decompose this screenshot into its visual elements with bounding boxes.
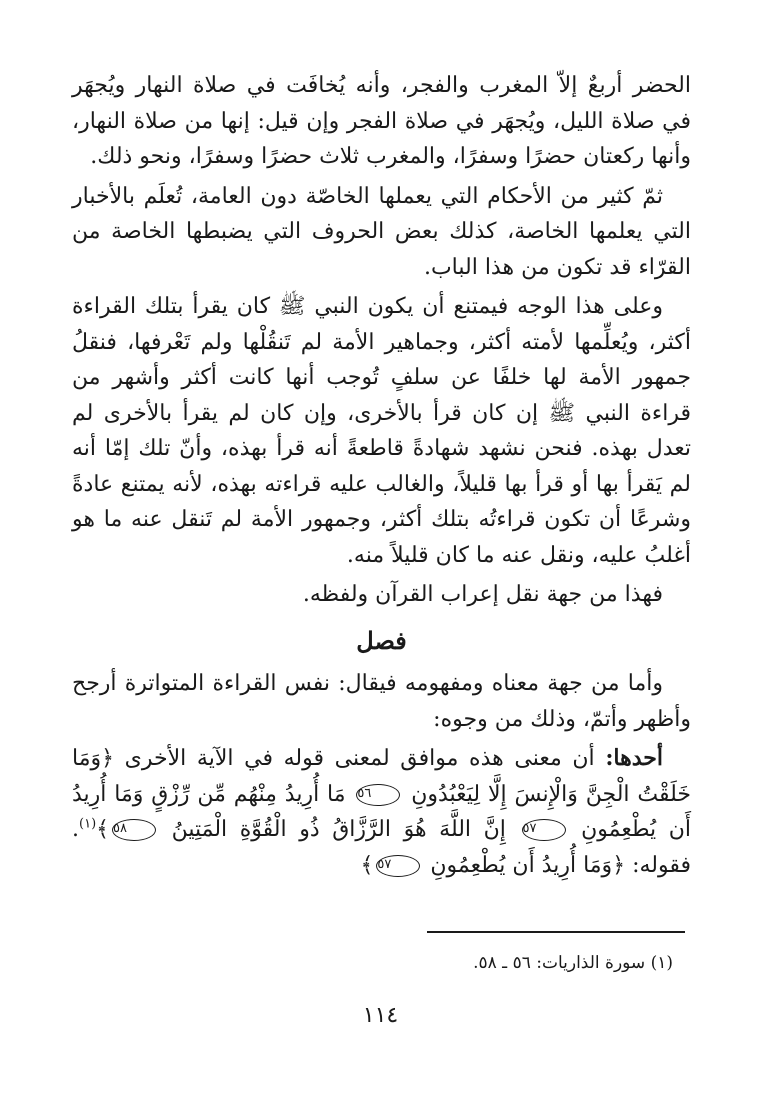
footnote: (١) سورة الذاريات: ٥٦ ـ ٥٨. bbox=[473, 953, 673, 973]
paragraph-2: ثمّ كثير من الأحكام التي يعملها الخاصّة دون العامة، تُعلَم بالأخبار التي يعلمها الخاصة، كذلك بعض الحروف التي يضبطها الخاصة من القرّاء قد تكون من هذا الباب. bbox=[72, 183, 691, 280]
paragraph-5: وأما من جهة معناه ومفهومه فيقال: نفس القراءة المتواترة أرجح وأظهر وأتمّ، وذلك من وجوه: bbox=[72, 671, 691, 732]
footnote-reference[interactable]: (١) bbox=[79, 816, 97, 832]
verse-open-bracket: ﴿ bbox=[101, 746, 115, 771]
paragraph-first-aspect bbox=[72, 741, 691, 883]
ayah-number-56: ٥٦ bbox=[356, 784, 400, 806]
aspect-text-before: أن معنى هذه موافق لمعنى قوله في الآية الأخرى bbox=[124, 746, 595, 771]
footnote-divider bbox=[427, 931, 685, 933]
verse2-close-bracket: ﴾ bbox=[360, 852, 374, 878]
aspect-text-after: . فقوله: bbox=[72, 817, 691, 878]
paragraph-3: وعلى هذا الوجه فيمتنع أن يكون النبي ﷺ كان يقرأ بتلك القراءة أكثر، ويُعلِّمها لأمته أكثر، وجماهير الأمة لم تَنقُلْها ولم تَعْرفها، فنقلُ جمهور الأمة لها خلفًا عن سلفٍ تُوجب أنها كانت أكثر وأشهر من قراءة النبي ﷺ إن كان قرأ بالأخرى، وإن كان لم يقرأ بالأخرى لم تعدل بهذه. فنحن نشهد شهادةً قاطعةً أنه قرأ بهذه، وأنّ تلك إمّا أنه لم يَقرأ بها أو قرأ بها قليلاً، والغالب عليه قراءته بهذه، لأنه يمتنع عادةً وشرعًا أن تكون قراءتُه بتلك أكثر، وجمهور الأمة لم تَنقل عنه ما هو أغلبُ عليه، ونقل عنه ما كان قليلاً منه. bbox=[72, 294, 691, 568]
verse-close-bracket: ﴾ bbox=[96, 817, 110, 842]
ayah-number-58: ٥٨ bbox=[112, 819, 156, 841]
verse2-text: وَمَا أُرِيدُ أَن يُطْعِمُونِ bbox=[430, 852, 613, 878]
paragraph-1: الحضر أربعٌ إلاّ المغرب والفجر، وأنه يُخافَت في صلاة النهار ويُجهَر في صلاة الليل، ويُجهَر في صلاة الفجر وإن قيل: إنها من صلاة النهار، وأنها ركعتان حضرًا وسفرًا، والمغرب ثلاث حضرًا وسفرًا، ونحو ذلك. bbox=[72, 73, 691, 169]
verse2-open-bracket: ﴿ bbox=[612, 852, 626, 878]
page-number: ١١٤ bbox=[362, 1003, 399, 1028]
aspect-lead: أحدها: bbox=[605, 745, 663, 771]
verse2-ayah-number: ٥٧ bbox=[376, 855, 420, 877]
ayah-number-57: ٥٧ bbox=[522, 819, 566, 841]
section-heading: فصل bbox=[356, 625, 407, 655]
main-text bbox=[72, 68, 691, 887]
verse-part-2: مَا أُرِيدُ مِنْهُم مِّن رِّزْقٍ وَمَا أُرِيدُ أَن يُطْعِمُونِ bbox=[72, 781, 692, 842]
paragraph-4: فهذا من جهة نقل إعراب القرآن ولفظه. bbox=[302, 582, 663, 607]
verse-part-3: إِنَّ اللَّهَ هُوَ الرَّزَّاقُ ذُو الْقُوَّةِ الْمَتِينُ bbox=[171, 817, 506, 842]
verse-part-1: وَمَا خَلَقْتُ الْجِنَّ وَالْإِنسَ إِلَّا لِيَعْبُدُونِ bbox=[72, 746, 691, 807]
